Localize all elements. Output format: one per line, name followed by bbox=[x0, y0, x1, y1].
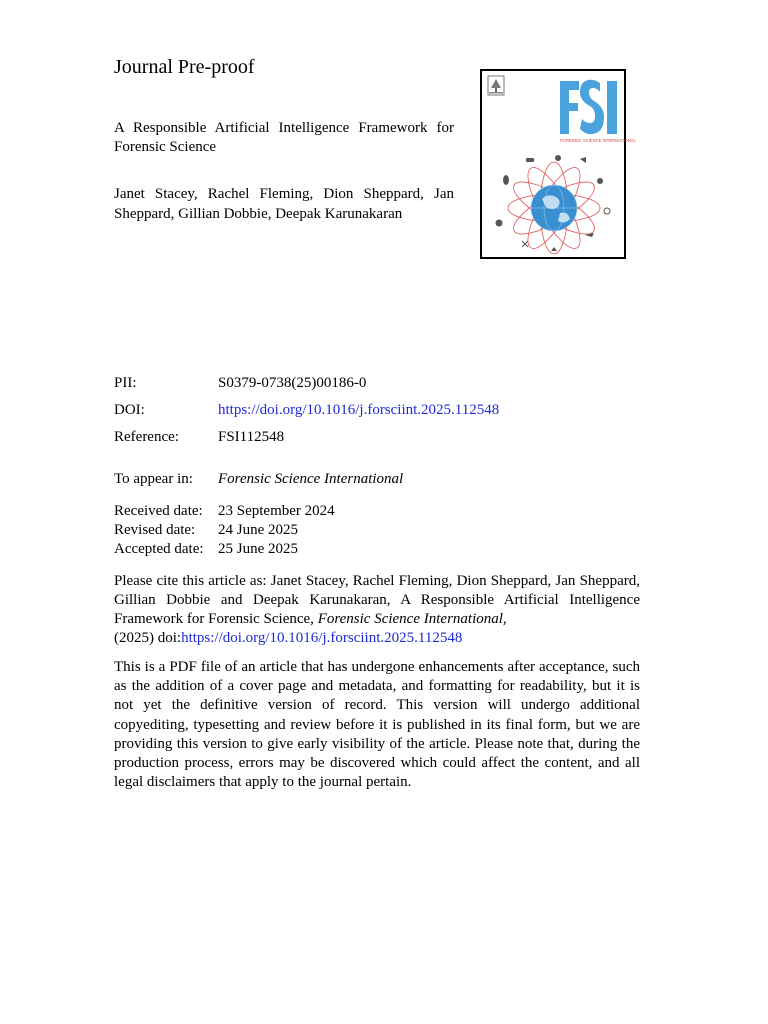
accepted-row bbox=[114, 540, 335, 559]
pii-row bbox=[114, 373, 366, 393]
citation-journal: Forensic Science International, bbox=[317, 611, 507, 627]
received-value: 23 September 2024 bbox=[218, 503, 335, 519]
elsevier-tree-icon bbox=[488, 76, 504, 95]
revised-row bbox=[114, 521, 335, 540]
appear-value: Forensic Science International bbox=[218, 471, 404, 487]
fsi-logo bbox=[560, 80, 617, 134]
article-authors: Janet Stacey, Rachel Fleming, Dion Sheppard, Jan Sheppard, Gillian Dobbie, Deepak Karunakaran bbox=[114, 186, 454, 222]
reference-row bbox=[114, 427, 284, 447]
doi-link[interactable]: https://doi.org/10.1016/j.forsciint.2025.112548 bbox=[218, 402, 500, 418]
journal-cover-image bbox=[480, 69, 636, 259]
reference-label: Reference: bbox=[114, 429, 179, 445]
citation-year: (2025) doi: bbox=[114, 630, 182, 646]
pii-value: S0379-0738(25)00186-0 bbox=[218, 375, 367, 391]
citation-paragraph bbox=[114, 572, 640, 648]
appear-row bbox=[114, 469, 403, 489]
reference-value: FSI112548 bbox=[218, 429, 285, 445]
received-label: Received date: bbox=[114, 503, 203, 519]
revised-label: Revised date: bbox=[114, 522, 196, 538]
doi-row bbox=[114, 400, 499, 420]
citation-prefix: Please cite this article as: Janet Stacey, Rachel Fleming, Dion Sheppard, Jan Sheppard, Gillian Dobbie and Deepak Karunakaran, A Responsible Artificial Intelligence Framework for Forensic Science, bbox=[114, 573, 640, 627]
pii-label: PII: bbox=[114, 375, 137, 391]
cover-journal-name: FORENSIC SCIENCE INTERNATIONAL bbox=[560, 138, 636, 143]
accepted-label: Accepted date: bbox=[114, 541, 204, 557]
disclaimer-paragraph: This is a PDF file of an article that has undergone enhancements after acceptance, such as the addition of a cover page and metadata, and formatting for readability, but it is not yet the definitive version of record. This version will undergo additional copyediting, typesetting and review before it is published in its final form, but we are providing this version to give early visibility of the article. Please note that, during the production process, errors may be discovered which could affect the content, and all legal disclaimers that apply to the journal pertain. bbox=[114, 659, 640, 791]
page-header-title: Journal Pre-proof bbox=[114, 56, 255, 78]
citation-doi-link[interactable]: https://doi.org/10.1016/j.forsciint.2025.112548 bbox=[181, 630, 463, 646]
article-title: A Responsible Artificial Intelligence Framework for Forensic Science bbox=[114, 120, 454, 155]
dates-block bbox=[114, 502, 335, 559]
appear-label: To appear in: bbox=[114, 471, 193, 487]
globe-icon bbox=[531, 185, 577, 231]
accepted-value: 25 June 2025 bbox=[218, 541, 298, 557]
doi-label: DOI: bbox=[114, 402, 145, 418]
received-row bbox=[114, 502, 335, 521]
revised-value: 24 June 2025 bbox=[218, 522, 298, 538]
cover-artwork bbox=[482, 71, 636, 257]
